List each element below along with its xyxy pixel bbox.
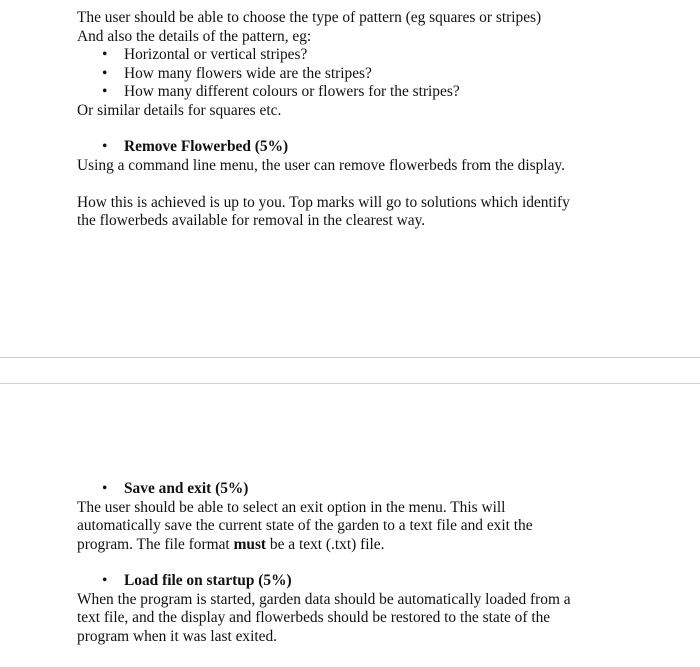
bullet-icon: •	[102, 83, 108, 101]
load-description-line-3: program when it was last exited.	[77, 627, 278, 645]
section-heading	[77, 480, 677, 499]
bullet-icon: •	[102, 480, 108, 497]
section-heading	[77, 138, 677, 157]
pattern-intro-line: The user should be able to choose the type of pattern (eg squares or stripes)	[77, 9, 542, 26]
save-exit-section	[77, 480, 677, 554]
divider	[0, 357, 700, 358]
bullet-icon: •	[102, 138, 108, 155]
load-description-line: When the program is started, garden data should be automatically loaded from a	[77, 590, 571, 608]
remove-description-line: Using a command line menu, the user can remove flowerbeds from the display.	[77, 156, 565, 174]
save-description-line-2: automatically save the current state of the garden to a text file and exit the	[77, 517, 533, 535]
remove-flowerbed-section	[77, 138, 677, 231]
list-item-text: Horizontal or vertical stripes?	[124, 46, 308, 64]
save-description-line: The user should be able to select an exit option in the menu. This will	[77, 498, 506, 516]
load-startup-section	[77, 572, 677, 646]
bullet-icon: •	[102, 46, 108, 64]
bullet-icon: •	[102, 64, 108, 82]
section-heading	[77, 572, 677, 591]
bullet-icon: •	[102, 572, 108, 589]
save-format-line	[77, 536, 677, 555]
remove-approach-line-2: the flowerbeds available for removal in the clearest way.	[77, 212, 426, 230]
pattern-section	[77, 9, 677, 121]
save-format-text-end: be a text (.txt) file.	[266, 535, 385, 553]
list-item	[77, 46, 677, 65]
list-item-text: How many different colours or flowers for the stripes?	[124, 83, 460, 101]
list-item-text: How many flowers wide are the stripes?	[124, 64, 372, 82]
section-heading-text: Remove Flowerbed (5%)	[124, 138, 289, 155]
emphasis-must: must	[233, 535, 267, 553]
remove-approach-line: How this is achieved is up to you. Top marks will go to solutions which identify	[77, 193, 570, 211]
list-item	[77, 83, 677, 102]
divider	[0, 383, 700, 384]
pattern-squares-line: Or similar details for squares etc.	[77, 101, 282, 119]
section-heading-text: Save and exit (5%)	[124, 480, 249, 497]
save-format-text: program. The file format	[77, 535, 234, 553]
load-description-line-2: text file, and the display and flowerbeds should be restored to the state of the	[77, 609, 551, 627]
section-heading-text: Load file on startup (5%)	[124, 572, 292, 589]
list-item	[77, 65, 677, 84]
pattern-details-line: And also the details of the pattern, eg:	[77, 27, 312, 45]
